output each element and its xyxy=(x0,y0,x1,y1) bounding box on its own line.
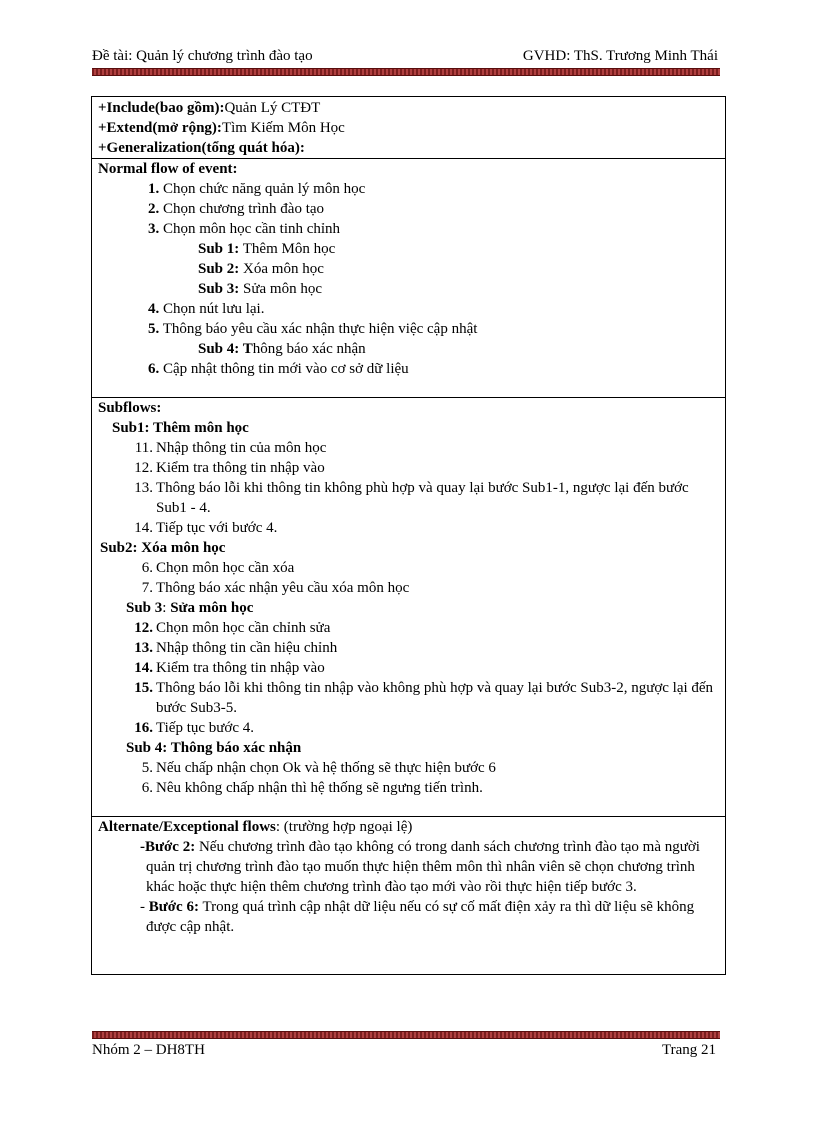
item-number: 11. xyxy=(134,440,153,456)
list-item xyxy=(98,658,719,678)
item-text: Nhập thông tin của môn học xyxy=(156,440,327,456)
step-number: 5. xyxy=(148,321,160,337)
item-text: Kiểm tra thông tin nhập vào xyxy=(156,460,325,476)
sub-text: Sửa môn học xyxy=(243,281,322,297)
include-line xyxy=(98,98,719,118)
item-number: 14. xyxy=(134,520,153,536)
item-text: Nếu chấp nhận chọn Ok và hệ thống sẽ thực hiện bước 6 xyxy=(156,760,496,776)
list-item xyxy=(98,478,719,518)
extend-line xyxy=(98,118,719,138)
sub-step xyxy=(98,279,719,299)
sub2-title: Sub2: Xóa môn học xyxy=(100,540,226,556)
sub-label: Sub 4: T xyxy=(198,341,253,357)
sub-label: Sub 3: xyxy=(198,281,240,297)
sub-text: hông báo xác nhận xyxy=(252,341,366,357)
item-number: 12. xyxy=(134,620,153,636)
page-number: Trang 21 xyxy=(661,1042,716,1058)
step-text: Chọn nút lưu lại. xyxy=(163,301,265,317)
item-text: Tiếp tục với bước 4. xyxy=(156,520,278,536)
item-text: Chọn môn học cần chỉnh sửa xyxy=(156,620,331,636)
alternate-title: Alternate/Exceptional flows xyxy=(98,819,276,835)
item-text: Nhập thông tin cần hiệu chỉnh xyxy=(156,640,338,656)
sub3-title xyxy=(98,598,719,618)
normal-step xyxy=(98,359,719,379)
item-text: Thông báo xác nhận yêu cầu xóa môn học xyxy=(156,580,410,596)
include-value: Quản Lý CTĐT xyxy=(224,100,321,116)
step-number: 3. xyxy=(148,221,160,237)
item-text: Chọn môn học cần xóa xyxy=(156,560,295,576)
list-item xyxy=(98,518,719,538)
list-item xyxy=(98,578,719,598)
step-number: 4. xyxy=(148,301,160,317)
item-number: 14. xyxy=(134,660,153,676)
item-number: 15. xyxy=(134,680,153,696)
list-item xyxy=(98,458,719,478)
item-text: Kiểm tra thông tin nhập vào xyxy=(156,660,325,676)
normal-flow-title: Normal flow of event: xyxy=(98,161,238,177)
generalization-line: +Generalization(tổng quát hóa): xyxy=(98,140,305,156)
sub3-name: Sửa môn học xyxy=(170,600,254,616)
include-label: +Include(bao gồm): xyxy=(98,100,225,116)
step-text: Chọn môn học cần tinh chỉnh xyxy=(163,221,341,237)
normal-flow-row xyxy=(92,159,726,398)
normal-step xyxy=(98,199,719,219)
alternate-label: Bước 6: xyxy=(148,899,199,915)
step-text: Chọn chức năng quản lý môn học xyxy=(163,181,366,197)
normal-step xyxy=(98,179,719,199)
alternate-prefix: - xyxy=(140,899,149,915)
alternate-text: Nếu chương trình đào tạo không có trong danh sách chương trình đào tạo mà người quản trị chương trình đào tạo muốn thực hiện thêm môn thì nhân viên sẽ chọn chương trình khác hoặc thực hiện thêm chương trình đào tạo mới vào rồi thực hiện tiếp bước 3. xyxy=(146,839,700,895)
alternate-title-line xyxy=(98,817,719,837)
extend-value: Tìm Kiếm Môn Học xyxy=(221,120,345,136)
item-number: 5. xyxy=(141,760,153,776)
sub-text: Thêm Môn học xyxy=(242,241,336,257)
list-item xyxy=(98,718,719,738)
item-number: 7. xyxy=(141,580,153,596)
list-item xyxy=(98,558,719,578)
use-case-table xyxy=(91,96,726,975)
sub-text: Xóa môn học xyxy=(243,261,324,277)
item-number: 12. xyxy=(134,460,153,476)
sub-label: Sub 2: xyxy=(198,261,240,277)
page-header xyxy=(92,44,720,66)
list-item xyxy=(98,758,719,778)
normal-step xyxy=(98,219,719,239)
header-topic: Đề tài: Quản lý chương trình đào tạo xyxy=(92,48,313,64)
item-number: 6. xyxy=(141,560,153,576)
list-item xyxy=(98,778,719,798)
alternate-item xyxy=(98,837,719,897)
sub-label: Sub 1: xyxy=(198,241,240,257)
header-advisor: GVHD: ThS. Trương Minh Thái xyxy=(522,48,718,64)
alternate-label: -Bước 2: xyxy=(140,839,196,855)
subflows-row xyxy=(92,398,726,817)
item-number: 6. xyxy=(141,780,153,796)
alternate-item xyxy=(98,897,719,937)
list-item xyxy=(98,438,719,458)
header-rule xyxy=(92,68,720,76)
item-number: 13. xyxy=(134,480,153,496)
step-number: 1. xyxy=(148,181,160,197)
list-item xyxy=(98,678,719,718)
sub1-title: Sub1: Thêm môn học xyxy=(112,420,249,436)
sub-step xyxy=(98,259,719,279)
alternate-title-suffix: : (trường hợp ngoại lệ) xyxy=(275,819,413,835)
list-item xyxy=(98,638,719,658)
footer-group: Nhóm 2 – DH8TH xyxy=(92,1042,205,1058)
normal-step xyxy=(98,299,719,319)
alternate-text: Trong quá trình cập nhật dữ liệu nếu có sự cố mất điện xảy ra thì dữ liệu sẽ không được cập nhật. xyxy=(146,899,695,935)
extend-label: +Extend(mở rộng): xyxy=(98,120,222,136)
item-text: Thông báo lỗi khi thông tin nhập vào không phù hợp và quay lại bước Sub3-2, ngược lại đến bước Sub3-5. xyxy=(156,680,714,716)
sub-step xyxy=(98,239,719,259)
step-text: Thông báo yêu cầu xác nhận thực hiện việc cập nhật xyxy=(162,321,478,337)
sub4-title: Sub 4: Thông báo xác nhận xyxy=(126,740,302,756)
sub3-label: Sub 3 xyxy=(126,600,163,616)
item-text: Thông báo lỗi khi thông tin không phù hợp và quay lại bước Sub1-1, ngược lại đến bước Sub1 - 4. xyxy=(156,480,689,516)
item-number: 13. xyxy=(134,640,153,656)
step-number: 2. xyxy=(148,201,160,217)
sub3-sep: : xyxy=(162,600,171,616)
item-text: Tiếp tục bước 4. xyxy=(156,720,255,736)
item-number: 16. xyxy=(134,720,153,736)
footer-rule xyxy=(92,1031,720,1039)
step-text: Cập nhật thông tin mới vào cơ sở dữ liệu xyxy=(163,361,409,377)
normal-step xyxy=(98,319,719,339)
subflows-title: Subflows: xyxy=(98,400,162,416)
alternate-row xyxy=(92,817,726,975)
list-item xyxy=(98,618,719,638)
step-number: 6. xyxy=(148,361,160,377)
sub-step xyxy=(98,339,719,359)
item-text: Nêu không chấp nhận thì hệ thống sẽ ngưng tiến trình. xyxy=(156,780,483,796)
step-text: Chọn chương trình đào tạo xyxy=(163,201,325,217)
relations-row xyxy=(92,97,726,159)
